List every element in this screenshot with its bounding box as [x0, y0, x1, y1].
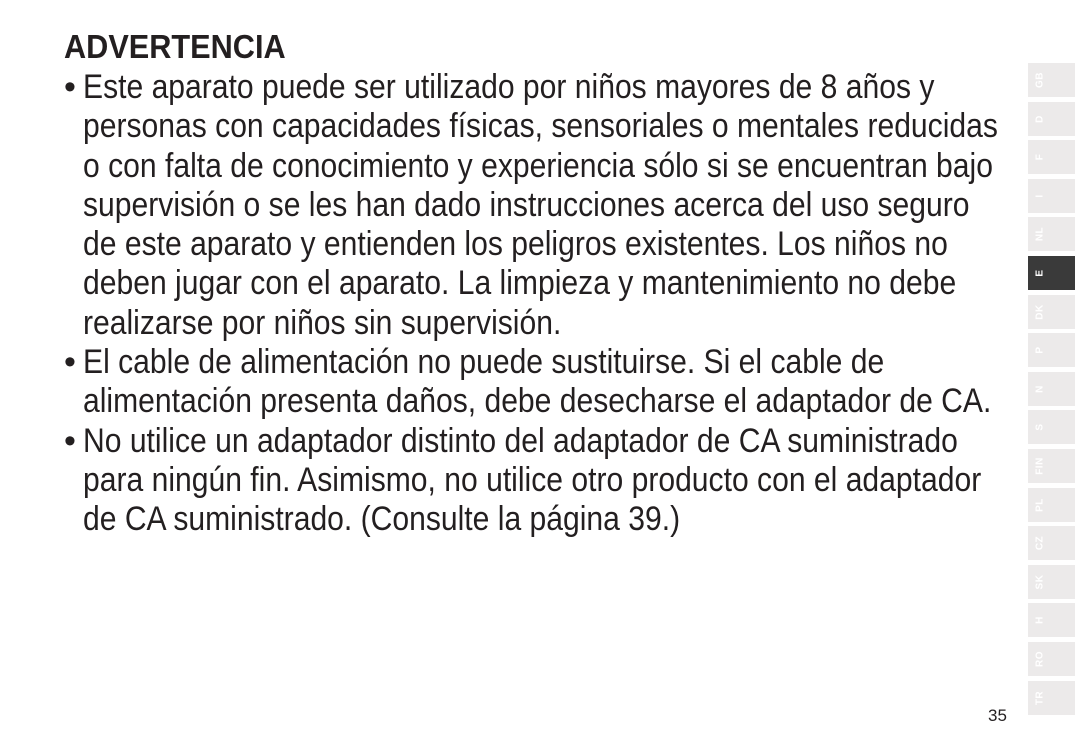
warning-item-text: No utilice un adaptador distinto del adaptador de CA suministrado para ningún fin. Asimismo, no utilice otro producto con el adaptador de CA suministrado. (Consulte la página 39.): [83, 421, 982, 539]
language-tab-tr[interactable]: [1028, 681, 1075, 715]
language-tab-label: I: [1034, 194, 1046, 198]
bullet-marker: •: [64, 68, 76, 106]
language-tab-label: FIN: [1034, 457, 1046, 475]
language-tab-ro[interactable]: [1028, 642, 1075, 676]
language-tab-sk[interactable]: [1028, 565, 1075, 599]
language-tab-label: GB: [1034, 72, 1046, 88]
language-tab-gb[interactable]: [1028, 63, 1075, 97]
language-tab-cz[interactable]: [1028, 526, 1075, 560]
language-tab-label: D: [1034, 114, 1046, 123]
warning-item-adapter: [64, 422, 1014, 540]
language-tab-label: TR: [1034, 690, 1046, 705]
language-tab-d[interactable]: [1028, 102, 1075, 136]
language-tabs: [1028, 63, 1075, 719]
language-tab-s[interactable]: [1028, 410, 1075, 444]
language-tab-label: H: [1034, 616, 1046, 625]
language-tab-label: F: [1034, 153, 1046, 161]
language-tab-nl[interactable]: [1028, 217, 1075, 251]
language-tab-label: E: [1034, 269, 1046, 277]
language-tab-e[interactable]: [1028, 256, 1075, 290]
language-tab-label: SK: [1034, 574, 1046, 590]
language-tab-p[interactable]: [1028, 333, 1075, 367]
language-tab-f[interactable]: [1028, 140, 1075, 174]
language-tab-i[interactable]: [1028, 179, 1075, 213]
bullet-marker: •: [64, 421, 76, 460]
language-tab-label: CZ: [1034, 535, 1046, 551]
warning-item-text: Este aparato puede ser utilizado por niños mayores de 8 años y personas con capacidades físicas, sensoriales o mentales reducidas o con falta de conocimiento y experiencia sólo si se encuentran bajo supervisión o se les han dado instrucciones acerca del uso seguro de este aparato y entienden los peligros existentes. Los niños no deben jugar con el aparato. La limpieza y mantenimiento no debe realizarse por niños sin supervisión.: [83, 68, 998, 342]
language-tab-label: S: [1034, 423, 1046, 431]
warning-heading: ADVERTENCIA: [64, 28, 286, 65]
language-tab-h[interactable]: [1028, 603, 1075, 637]
language-tab-label: NL: [1034, 227, 1046, 242]
language-tab-dk[interactable]: [1028, 295, 1075, 329]
warning-section: [64, 26, 1014, 540]
bullet-marker: •: [64, 343, 76, 382]
warning-item-cable: [64, 343, 1014, 422]
language-tab-label: PL: [1034, 497, 1046, 512]
language-tab-label: N: [1034, 384, 1046, 393]
warning-item-children: [64, 68, 1014, 343]
language-tab-fin[interactable]: [1028, 449, 1075, 483]
language-tab-label: RO: [1034, 650, 1046, 667]
warning-list: [64, 68, 1014, 540]
language-tab-pl[interactable]: [1028, 488, 1075, 522]
language-tab-n[interactable]: [1028, 372, 1075, 406]
warning-item-text: El cable de alimentación no puede sustituirse. Si el cable de alimentación presenta daños, debe desecharse el adaptador de CA.: [83, 343, 992, 421]
page-number: 35: [988, 706, 1007, 725]
language-tab-label: P: [1034, 346, 1046, 354]
language-tab-label: DK: [1034, 303, 1046, 320]
